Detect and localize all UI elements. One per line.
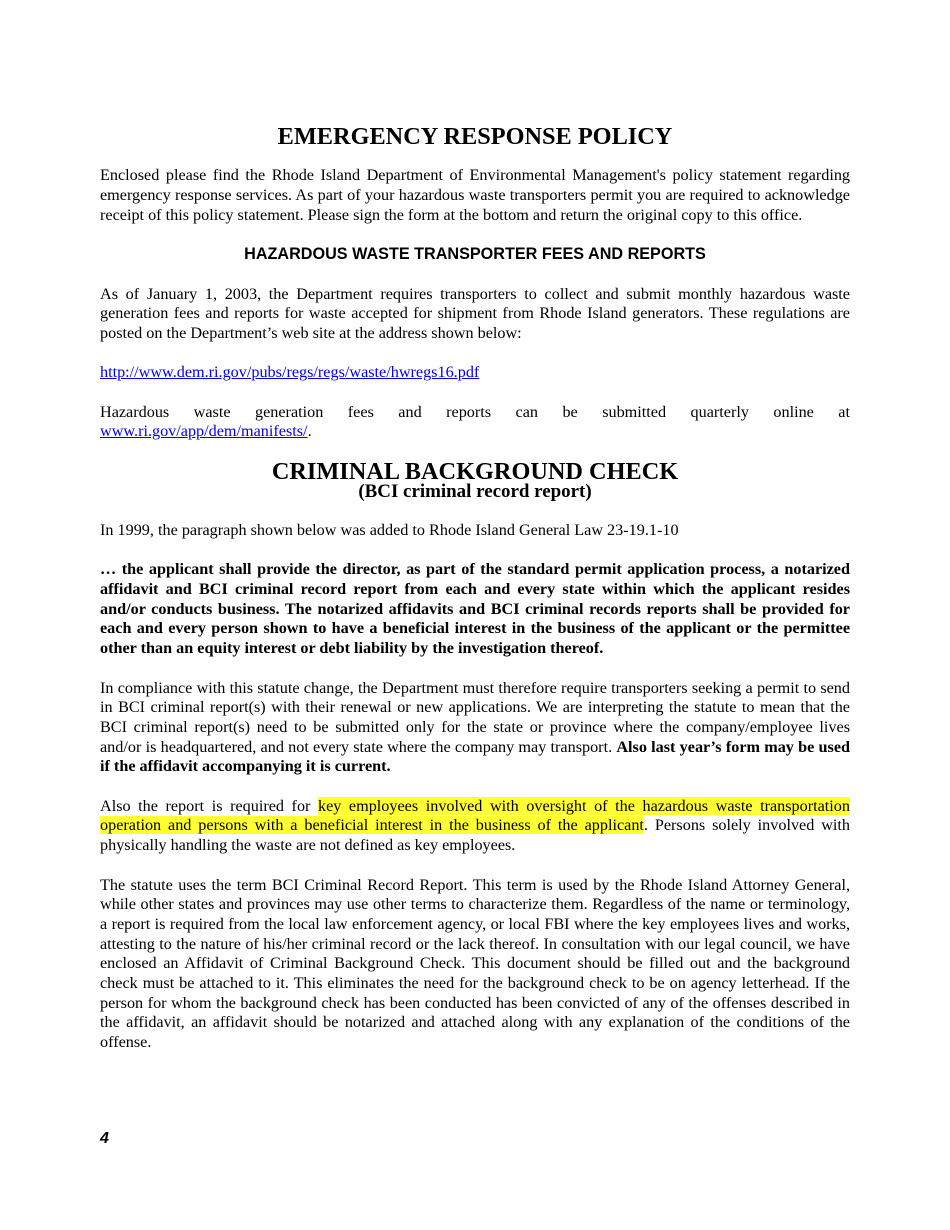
online-submission-text: Hazardous waste generation fees and reports can be submitted quarterly online at (100, 402, 850, 421)
document-page (100, 123, 851, 1053)
compliance-paragraph (100, 679, 850, 778)
regulations-link-line (100, 363, 850, 383)
regulations-link[interactable]: http://www.dem.ri.gov/pubs/regs/regs/waste/hwregs16.pdf (100, 363, 480, 382)
emergency-response-heading: EMERGENCY RESPONSE POLICY (277, 123, 673, 150)
manifests-link[interactable]: www.ri.gov/app/dem/manifests/ (100, 422, 308, 441)
compliance-bold-note: Also last year’s form may be used if the affidavit accompanying it is current. (100, 737, 851, 776)
transporter-fees-heading: HAZARDOUS WASTE TRANSPORTER FEES AND REPORTS (244, 245, 706, 264)
general-law-intro: In 1999, the paragraph shown below was added to Rhode Island General Law 23-19.1-10 (100, 520, 679, 539)
transporter-fees-paragraph: As of January 1, 2003, the Department requires transporters to collect and submit monthly hazardous waste generation fees and reports for waste accepted for shipment from Rhode Island generators. These regulations are posted on the Department’s web site at the address shown below: (100, 284, 850, 342)
criminal-background-heading: CRIMINAL BACKGROUND CHECK (271, 457, 679, 485)
online-submission-link-line (100, 422, 850, 442)
key-employees-prefix: Also the report is required for (100, 796, 318, 815)
criminal-background-subheading: (BCI criminal record report) (358, 480, 592, 502)
compliance-text: In compliance with this statute change, the Department must therefore require transporters seeking a permit to send in BCI criminal report(s) with their renewal or new applications. We are interpreting the statute to mean that the BCI criminal report(s) need to be submitted only for the state or province where the company/employee lives and/or is headquartered, and not every state where the company may transport. (100, 678, 850, 756)
statute-quote: … the applicant shall provide the director, as part of the standard permit application process, a notarized affidavit and BCI criminal record report from each and every state within which the applicant resides and/or conducts business. The notarized affidavits and BCI criminal records reports shall be provided for each and every person shown to have a beneficial interest in the business of the applicant or the permittee other than an equity interest or debt liability by the investigation thereof. (100, 560, 850, 658)
key-employees-highlight: key employees involved with oversight of the hazardous waste transportation operation and persons with a beneficial interest in the business of the applicant (100, 796, 850, 835)
online-link-period: . (307, 422, 312, 441)
key-employees-suffix: . Persons solely involved with physically handling the waste are not defined as key employees. (100, 816, 850, 855)
statute-terms-paragraph: The statute uses the term BCI Criminal Record Report. This term is used by the Rhode Island Attorney General, while other states and provinces may use other terms to characterize them. Regardless of the name or terminology, a report is required from the local law enforcement agency, or local FBI where the key employees lives and works, attesting to the nature of his/her criminal record or the lack thereof. In consultation with our legal council, we have enclosed an Affidavit of Criminal Background Check. This document should be filled out and the background check must be attached to it. This eliminates the need for the background check to be on agency letterhead. If the person for whom the background check has been conducted has been convicted of any of the offenses described in the affidavit, an affidavit should be notarized and attached along with any explanation of the conditions of the offense. (100, 875, 850, 1052)
page-number: 4 (100, 1130, 109, 1147)
emergency-response-paragraph: Enclosed please find the Rhode Island Department of Environmental Management's policy statement regarding emergency response services. As part of your hazardous waste transporters permit you are required to acknowledge receipt of this policy statement. Please sign the form at the bottom and return the original copy to this office. (100, 166, 850, 224)
key-employees-paragraph (100, 797, 850, 856)
